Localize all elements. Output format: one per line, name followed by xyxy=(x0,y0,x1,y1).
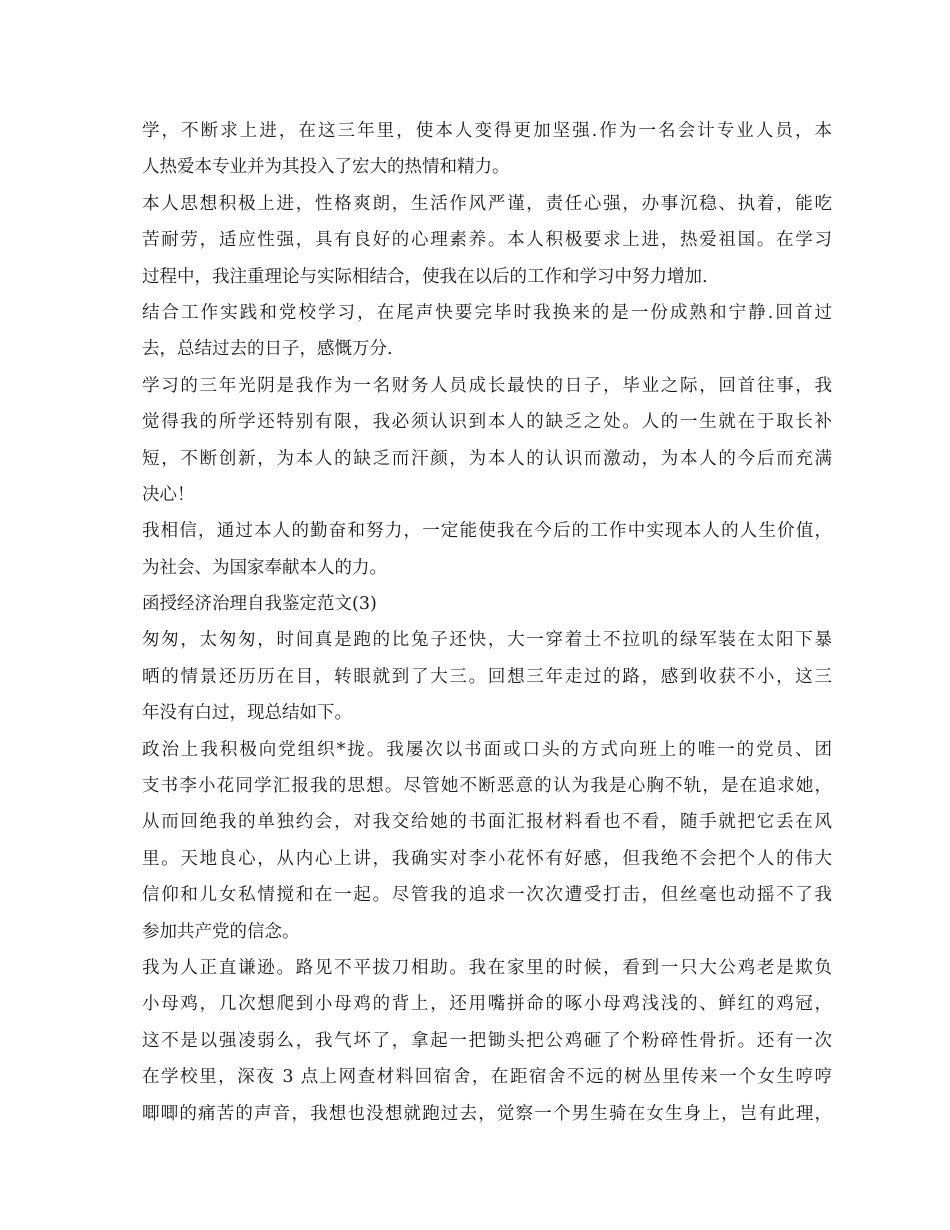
text-line: 支书李小花同学汇报我的思想。尽管她不断恶意的认为我是心胸不轨，是在追求她， xyxy=(142,776,832,797)
text-line: 我为人正直谦逊。路见不平拔刀相助。我在家里的时候，看到一只大公鸡老是欺负 xyxy=(142,957,832,978)
text-line: 小母鸡，几次想爬到小母鸡的背上，还用嘴拼命的啄小母鸡浅浅的、鲜红的鸡冠， xyxy=(142,994,832,1015)
text-line: 为社会、为国家奉献本人的力。 xyxy=(142,557,387,578)
section-heading: 函授经济治理自我鉴定范文(3) xyxy=(142,594,377,615)
text-line: 匆匆，太匆匆，时间真是跑的比兔子还快，大一穿着土不拉叽的绿军装在太阳下暴 xyxy=(142,630,832,651)
text-line: 去，总结过去的日子，感慨万分. xyxy=(142,339,393,360)
text-line: 学，不断求上进，在这三年里，使本人变得更加坚强.作为一名会计专业人员，本 xyxy=(142,121,832,141)
text-line: 在学校里，深夜 3 点上网查材料回宿舍，在距宿舍不远的树丛里传来一个女生哼哼 xyxy=(142,1067,832,1088)
text-line: 结合工作实践和党校学习，在尾声快要完毕时我换来的是一份成熟和宁静.回首过 xyxy=(142,302,832,323)
text-line: 我相信，通过本人的勤奋和努力，一定能使我在今后的工作中实现本人的人生价值， xyxy=(142,521,832,542)
text-line: 晒的情景还历历在目，转眼就到了大三。回想三年走过的路，感到收获不小，这三 xyxy=(142,666,832,687)
text-line: 信仰和儿女私情搅和在一起。尽管我的追求一次次遭受打击，但丝毫也动摇不了我 xyxy=(142,885,832,906)
text-line: 参加共产党的信念。 xyxy=(142,921,300,942)
text-line: 年没有白过，现总结如下。 xyxy=(142,703,352,724)
text-line: 政治上我积极向党组织*拢。我屡次以书面或口头的方式向班上的唯一的党员、团 xyxy=(142,739,832,760)
text-line: 这不是以强凌弱么，我气坏了，拿起一把锄头把公鸡砸了个粉碎性骨折。还有一次 xyxy=(142,1030,832,1051)
text-line: 学习的三年光阴是我作为一名财务人员成长最快的日子，毕业之际，回首往事，我 xyxy=(142,375,832,396)
text-line: 从而回绝我的单独约会，对我交给她的书面汇报材料看也不看，随手就把它丢在风 xyxy=(142,812,832,833)
text-line: 里。天地良心，从内心上讲，我确实对李小花怀有好感，但我绝不会把个人的伟大 xyxy=(142,848,832,869)
text-line: 人热爱本专业并为其投入了宏大的热情和精力。 xyxy=(142,157,510,178)
document-body xyxy=(142,113,832,1132)
text-line: 唧唧的痛苦的声音，我想也没想就跑过去，觉察一个男生骑在女生身上，岂有此理， xyxy=(142,1103,832,1124)
text-line: 短，不断创新，为本人的缺乏而汗颜，为本人的认识而激动，为本人的今后而充满 xyxy=(142,448,832,469)
text-line: 决心！ xyxy=(142,484,195,505)
text-line: 过程中，我注重理论与实际相结合，使我在以后的工作和学习中努力增加. xyxy=(142,266,708,287)
text-line: 苦耐劳，适应性强，具有良好的心理素养。本人积极要求上进，热爱祖国。在学习 xyxy=(142,230,832,251)
text-line: 觉得我的所学还特别有限，我必须认识到本人的缺乏之处。人的一生就在于取长补 xyxy=(142,412,832,433)
text-line: 本人思想积极上进，性格爽朗，生活作风严谨，责任心强，办事沉稳、执着，能吃 xyxy=(142,193,832,214)
